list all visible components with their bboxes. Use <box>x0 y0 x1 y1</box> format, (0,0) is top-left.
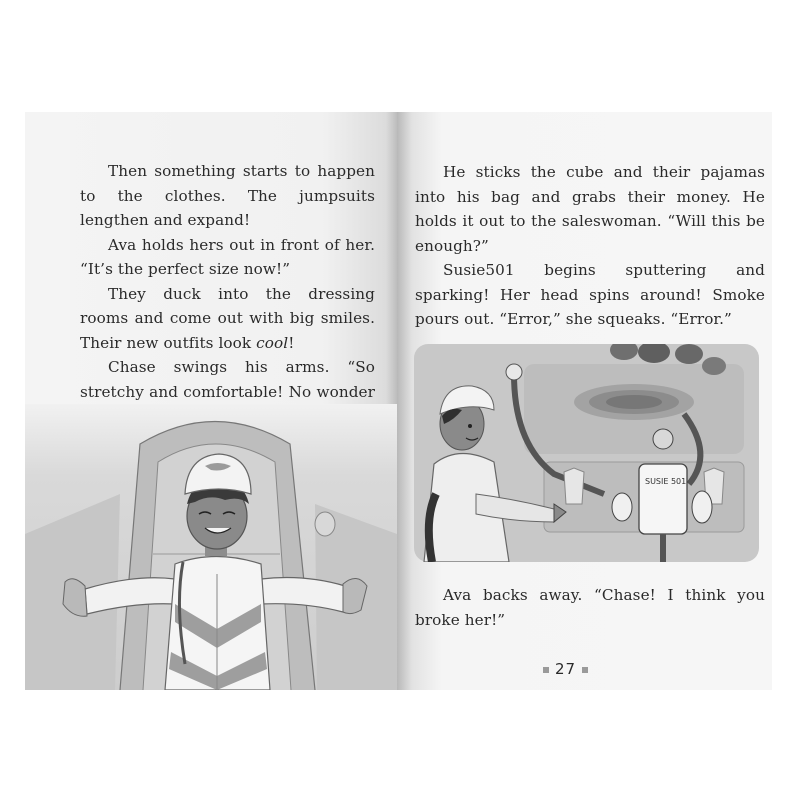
right-page-text-bottom <box>415 583 765 632</box>
paragraph: Chase swings his arms. “So stretchy and comfortable! No wonder <box>80 358 375 401</box>
right-page <box>397 112 772 690</box>
paragraph: Ava backs away. “Chase! I think you broke her!” <box>415 586 765 629</box>
robot-label: SUSIE 501 <box>645 477 687 486</box>
paragraph: He sticks the cube and their pajamas into his bag and grabs their money. He holds it out to the saleswoman. “Will this be enough?” <box>415 163 765 255</box>
left-page <box>25 112 397 690</box>
paragraph: Ava holds hers out in front of her. “It’s the perfect size now!” <box>80 235 375 278</box>
paragraph: Then something starts to happen to the clothes. The jumpsuits lengthen and expand! <box>80 162 375 229</box>
paragraph: They duck into the dressing rooms and come out with big smiles. Their new outfits look cool! <box>80 284 375 352</box>
emphasis-word: cool <box>256 333 289 352</box>
decorative-square-icon <box>543 667 549 673</box>
page-number: 27 <box>537 660 594 678</box>
decorative-square-icon <box>582 667 588 673</box>
paragraph: Susie501 begins sputtering and sparking! Her head spins around! Smoke pours out. “Error,” she squeaks. “Error.” <box>415 261 765 328</box>
robot-malfunction-illustration <box>414 344 759 562</box>
left-page-text <box>80 159 375 429</box>
boy-in-jumpsuit-illustration <box>25 404 397 690</box>
right-page-text-top <box>415 160 765 332</box>
